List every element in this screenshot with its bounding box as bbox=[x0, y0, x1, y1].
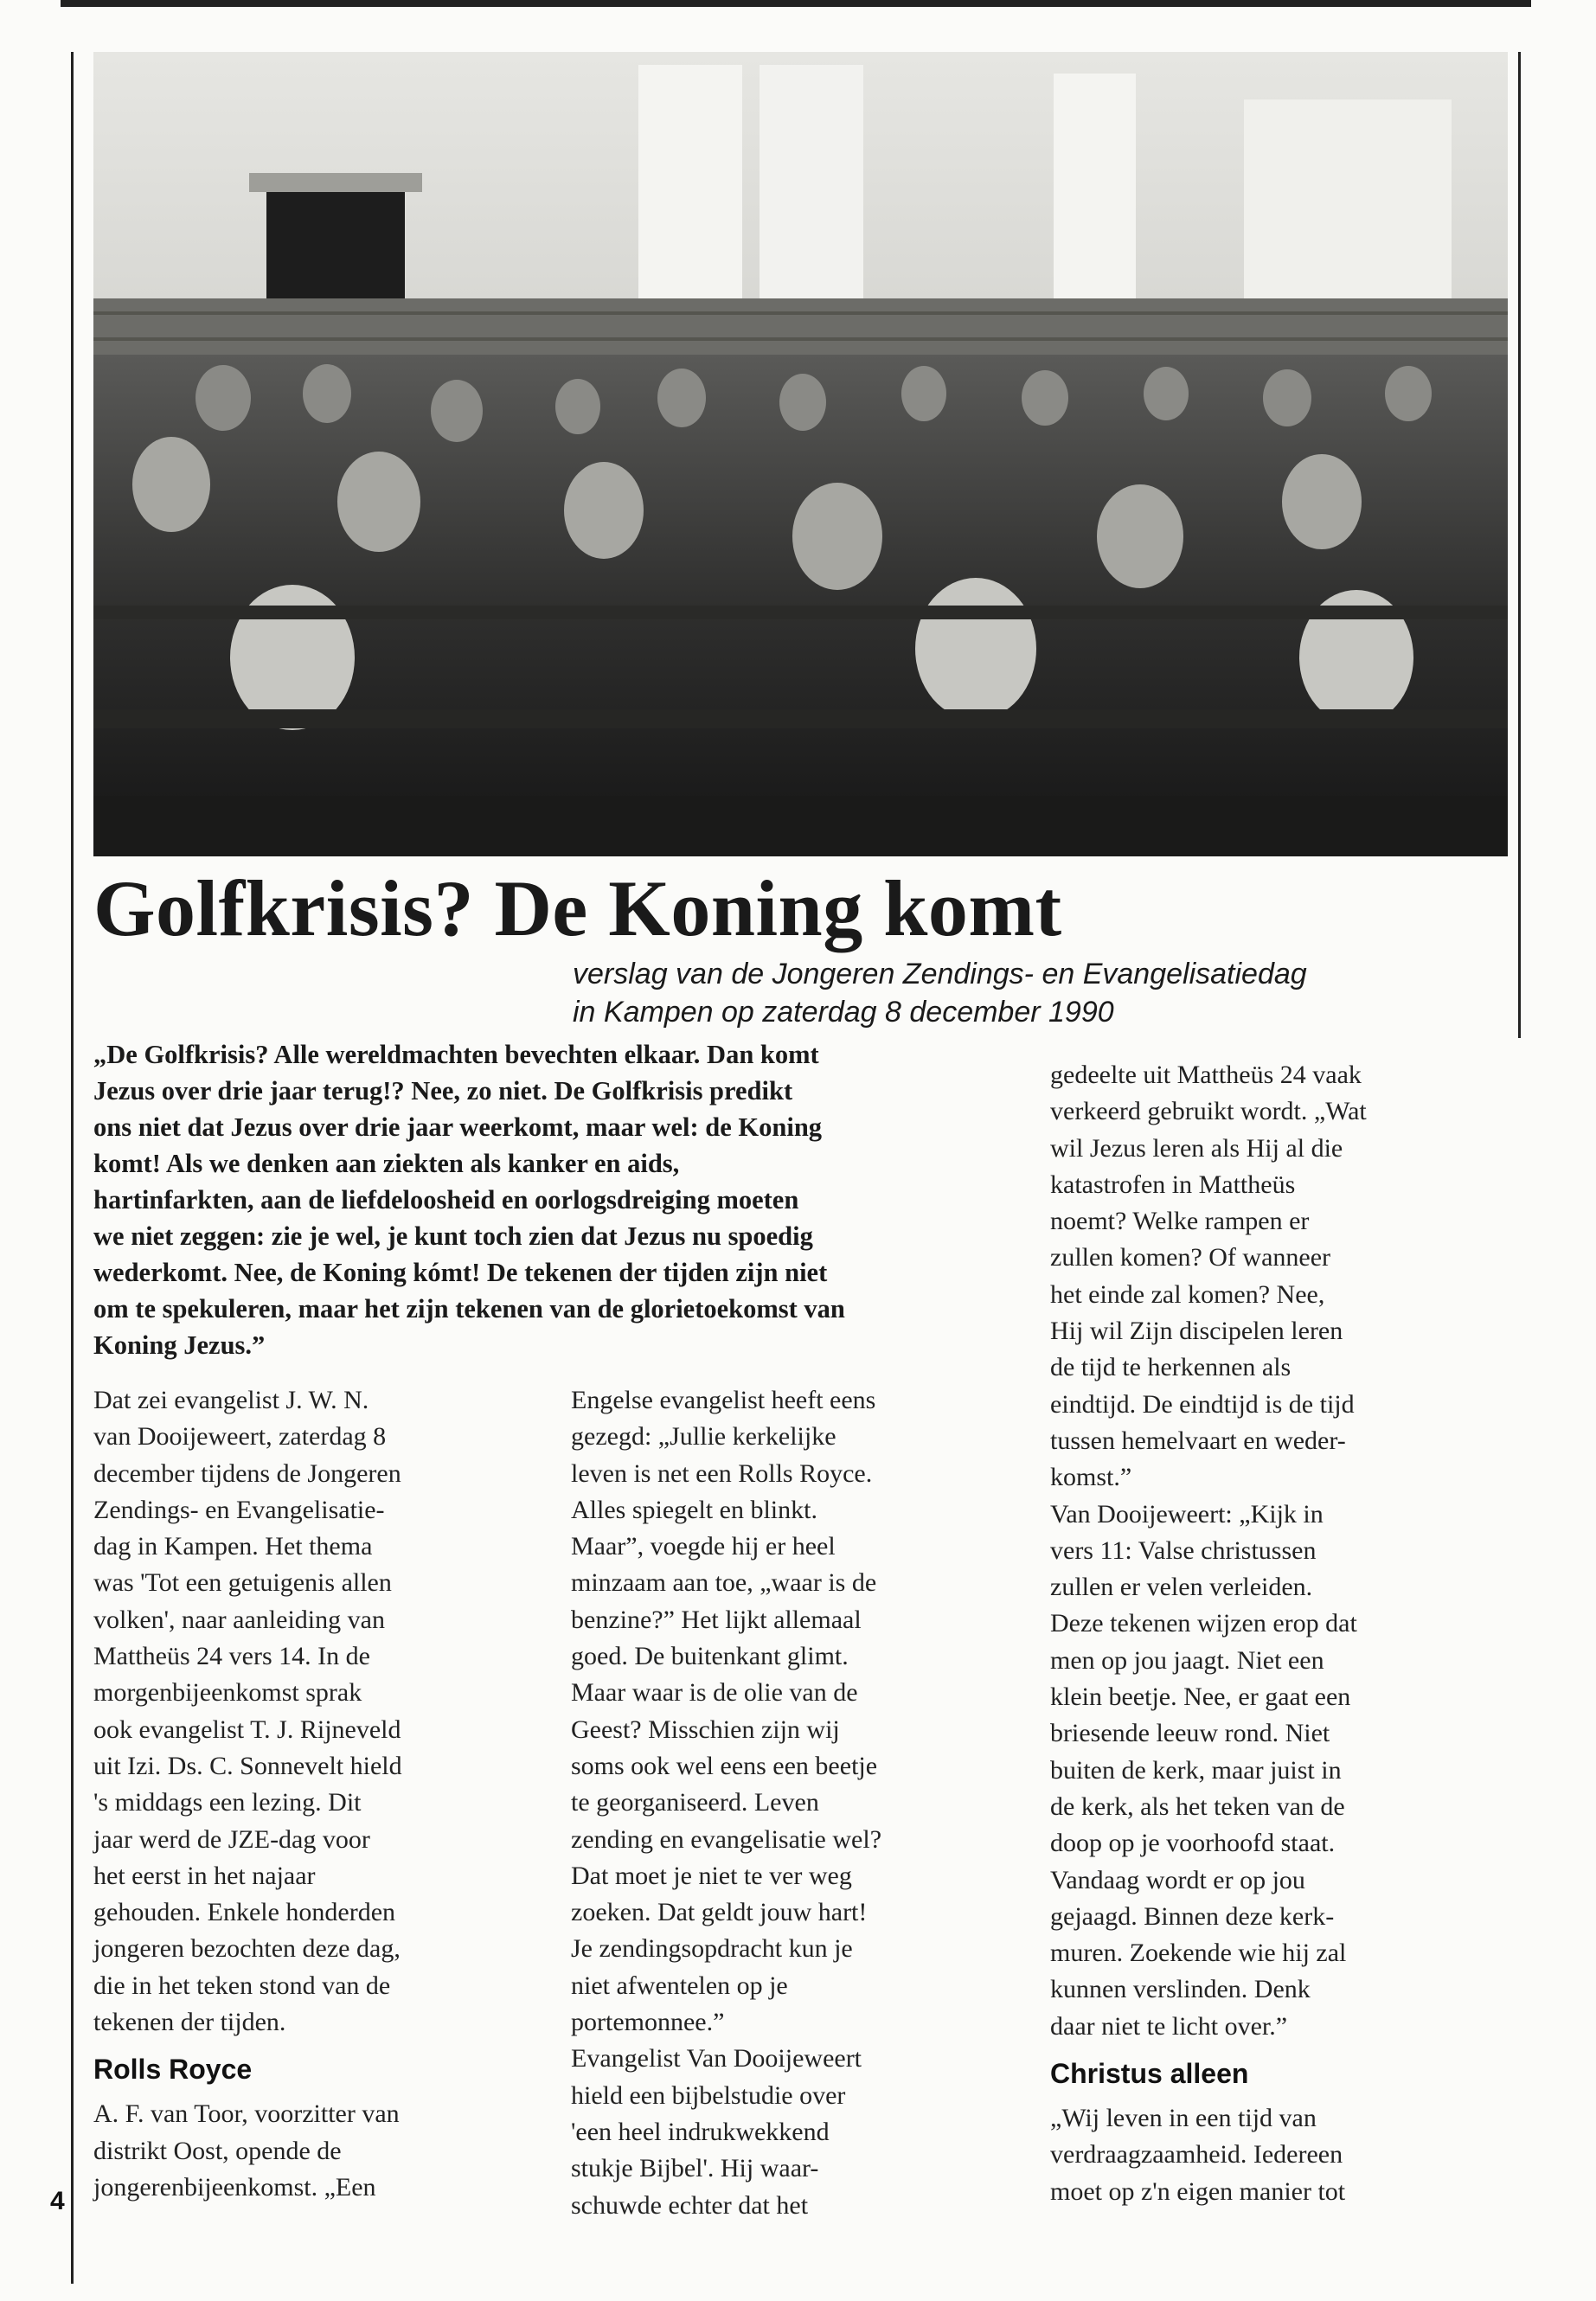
body-line: zullen er velen verleiden. bbox=[1050, 1573, 1313, 1602]
body-line: kunnen verslinden. Denk bbox=[1050, 1975, 1311, 2004]
article-headline: Golfkrisis? De Koning komt bbox=[93, 864, 1062, 952]
intro-line: ons niet dat Jezus over drie jaar weerkomt, maar wel: de Koning bbox=[93, 1112, 823, 1142]
body-line: 'een heel indrukwekkend bbox=[571, 2117, 830, 2146]
body-line: gehouden. Enkele honderden bbox=[93, 1898, 396, 1927]
body-line: Maar waar is de olie van de bbox=[571, 1678, 858, 1708]
body-line: Engelse evangelist heeft eens bbox=[571, 1386, 876, 1414]
body-line: Vandaag wordt er op jou bbox=[1050, 1865, 1305, 1894]
body-line: was 'Tot een getuigenis allen bbox=[93, 1568, 392, 1598]
body-line: wil Jezus leren als Hij al die bbox=[1050, 1133, 1343, 1163]
body-line: tussen hemelvaart en weder- bbox=[1050, 1426, 1346, 1455]
body-line: benzine?” Het lijkt allemaal bbox=[571, 1605, 862, 1634]
body-line: die in het teken stond van de bbox=[93, 1971, 391, 2000]
intro-line: wederkomt. Nee, de Koning kómt! De tekenen der tijden zijn niet bbox=[93, 1258, 828, 1287]
body-line: minzaam aan toe, „waar is de bbox=[571, 1568, 877, 1598]
body-line: jaar werd de JZE-dag voor bbox=[93, 1824, 370, 1854]
body-column-2 bbox=[571, 1382, 1021, 2224]
body-line: december tijdens de Jongeren bbox=[93, 1458, 401, 1488]
top-rule bbox=[61, 0, 1531, 7]
body-line: uit Izi. Ds. C. Sonnevelt hield bbox=[93, 1751, 402, 1780]
body-line: het eerst in het najaar bbox=[93, 1861, 316, 1890]
body-line: volken', naar aanleiding van bbox=[93, 1605, 385, 1634]
body-line: katastrofen in Mattheüs bbox=[1050, 1170, 1296, 1199]
body-line: briesende leeuw rond. Niet bbox=[1050, 1719, 1330, 1748]
body-line: eindtijd. De eindtijd is de tijd bbox=[1050, 1389, 1355, 1419]
body-line: distrikt Oost, opende de bbox=[93, 2136, 342, 2165]
body-line: portemonnee.” bbox=[571, 2008, 725, 2037]
body-line: gedeelte uit Mattheüs 24 vaak bbox=[1050, 1061, 1362, 1089]
body-line: klein beetje. Nee, er gaat een bbox=[1050, 1682, 1351, 1712]
intro-line: we niet zeggen: zie je wel, je kunt toch zien dat Jezus nu spoedig bbox=[93, 1221, 813, 1251]
page-number: 4 bbox=[50, 2187, 65, 2215]
body-line: Je zendingsopdracht kun je bbox=[571, 1934, 853, 1964]
intro-line: komt! Als we denken aan ziekten als kanker en aids, bbox=[93, 1149, 680, 1178]
body-line: Geest? Misschien zijn wij bbox=[571, 1715, 840, 1744]
body-line: jongeren bezochten deze dag, bbox=[93, 1934, 401, 1964]
body-line: buiten de kerk, maar juist in bbox=[1050, 1755, 1342, 1785]
body-line: het einde zal komen? Nee, bbox=[1050, 1279, 1325, 1309]
body-line: de kerk, als het teken van de bbox=[1050, 1791, 1345, 1821]
article-intro bbox=[93, 1036, 1032, 1363]
body-line: Deze tekenen wijzen erop dat bbox=[1050, 1609, 1357, 1638]
body-line: schuwde echter dat het bbox=[571, 2190, 809, 2220]
body-line: daar niet te licht over.” bbox=[1050, 2011, 1288, 2041]
body-line: goed. De buitenkant glimt. bbox=[571, 1642, 849, 1671]
body-line: niet afwentelen op je bbox=[571, 1971, 788, 2000]
column-rule-right bbox=[1518, 52, 1521, 1038]
body-line: jongerenbijeenkomst. „Een bbox=[93, 2172, 376, 2202]
intro-line: Koning Jezus.” bbox=[93, 1330, 266, 1360]
body-line: Zendings- en Evangelisatie- bbox=[93, 1495, 385, 1524]
body-line: Dat zei evangelist J. W. N. bbox=[93, 1386, 369, 1414]
column-rule-left bbox=[71, 52, 74, 2284]
body-line: komst.” bbox=[1050, 1463, 1132, 1492]
body-line: soms ook wel eens een beetje bbox=[571, 1751, 878, 1780]
subheading-christus-alleen: Christus alleen bbox=[1050, 2058, 1249, 2090]
body-line: morgenbijeenkomst sprak bbox=[93, 1678, 362, 1708]
body-line: te georganiseerd. Leven bbox=[571, 1788, 819, 1817]
body-line: gezegd: „Jullie kerkelijke bbox=[571, 1422, 836, 1452]
body-line: stukje Bijbel'. Hij waar- bbox=[571, 2154, 819, 2183]
body-line: Alles spiegelt en blinkt. bbox=[571, 1495, 817, 1524]
body-line: doop op je voorhoofd staat. bbox=[1050, 1829, 1336, 1858]
body-line: vers 11: Valse christussen bbox=[1050, 1535, 1317, 1565]
body-line: ook evangelist T. J. Rijneveld bbox=[93, 1715, 401, 1744]
body-line: Dat moet je niet te ver weg bbox=[571, 1861, 852, 1890]
intro-line: om te spekuleren, maar het zijn tekenen van de glorietoekomst van bbox=[93, 1294, 845, 1324]
intro-line: Jezus over drie jaar terug!? Nee, zo niet. De Golfkrisis predikt bbox=[93, 1076, 793, 1106]
body-line: tekenen der tijden. bbox=[93, 2008, 286, 2037]
body-line: A. F. van Toor, voorzitter van bbox=[93, 2099, 400, 2129]
body-line: Mattheüs 24 vers 14. In de bbox=[93, 1642, 370, 1671]
body-line: zoeken. Dat geldt jouw hart! bbox=[571, 1898, 868, 1927]
body-line: de tijd te herkennen als bbox=[1050, 1353, 1292, 1382]
body-column-3 bbox=[1050, 1057, 1500, 2210]
body-line: dag in Kampen. Het thema bbox=[93, 1532, 373, 1561]
body-line: Maar”, voegde hij er heel bbox=[571, 1532, 836, 1561]
body-line: 's middags een lezing. Dit bbox=[93, 1788, 362, 1817]
body-line: Evangelist Van Dooijeweert bbox=[571, 2044, 862, 2073]
body-line: van Dooijeweert, zaterdag 8 bbox=[93, 1422, 387, 1452]
subheading-rolls-royce: Rolls Royce bbox=[93, 2054, 253, 2086]
body-line: moet op z'n eigen manier tot bbox=[1050, 2176, 1346, 2206]
intro-line: „De Golfkrisis? Alle wereldmachten bevechten elkaar. Dan komt bbox=[93, 1040, 819, 1069]
body-line: verdraagzaamheid. Iedereen bbox=[1050, 2140, 1343, 2170]
body-line: Van Dooijeweert: „Kijk in bbox=[1050, 1499, 1324, 1529]
body-line: verkeerd gebruikt wordt. „Wat bbox=[1050, 1097, 1367, 1126]
body-line: men op jou jaagt. Niet een bbox=[1050, 1645, 1324, 1675]
body-line: noemt? Welke rampen er bbox=[1050, 1207, 1310, 1236]
body-line: leven is net een Rolls Royce. bbox=[571, 1458, 873, 1488]
body-line: hield een bijbelstudie over bbox=[571, 2080, 846, 2110]
body-line: „Wij leven in een tijd van bbox=[1050, 2104, 1317, 2133]
body-line: zullen komen? Of wanneer bbox=[1050, 1243, 1331, 1272]
body-line: Hij wil Zijn discipelen leren bbox=[1050, 1317, 1343, 1346]
body-line: zending en evangelisatie wel? bbox=[571, 1824, 882, 1854]
body-line: muren. Zoekende wie hij zal bbox=[1050, 1939, 1347, 1968]
article-subtitle bbox=[573, 955, 1516, 1031]
body-column-1 bbox=[93, 1382, 539, 2206]
subtitle-line: verslag van de Jongeren Zendings- en Evangelisatiedag bbox=[573, 958, 1307, 990]
audience-photo bbox=[93, 52, 1508, 856]
intro-line: hartinfarkten, aan de liefdeloosheid en oorlogsdreiging moeten bbox=[93, 1185, 799, 1215]
body-line: gejaagd. Binnen deze kerk- bbox=[1050, 1901, 1335, 1931]
subtitle-line: in Kampen op zaterdag 8 december 1990 bbox=[573, 996, 1114, 1029]
